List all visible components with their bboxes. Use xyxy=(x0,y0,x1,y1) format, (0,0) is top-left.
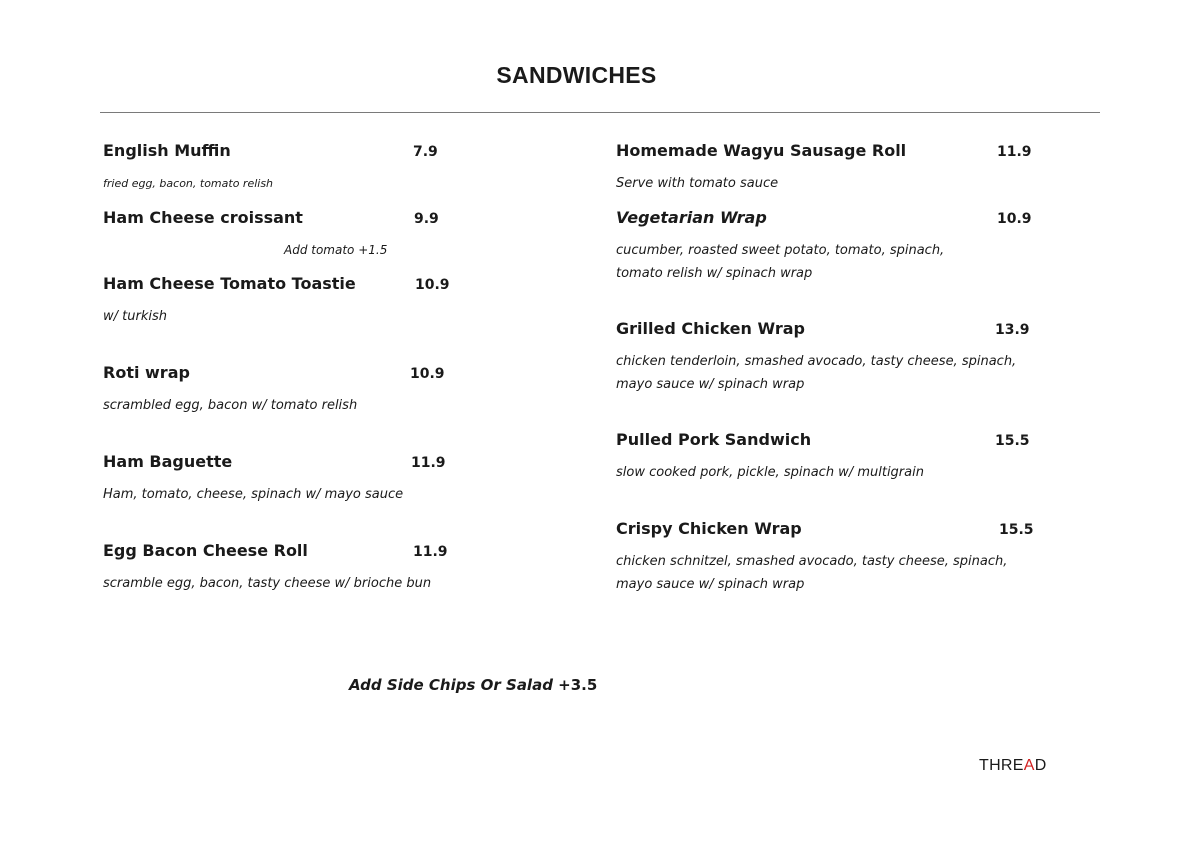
item-price: 13.9 xyxy=(995,322,1030,338)
item-price: 10.9 xyxy=(997,211,1032,227)
item-description: slow cooked pork, pickle, spinach w/ multigrain xyxy=(616,465,924,480)
item-description-line-1: chicken tenderloin, smashed avocado, tasty cheese, spinach, xyxy=(616,354,1017,369)
item-price: 7.9 xyxy=(413,144,438,160)
item-price: 15.5 xyxy=(995,433,1030,449)
item-description-line-2: mayo sauce w/ spinach wrap xyxy=(616,377,805,392)
item-description-line-2: mayo sauce w/ spinach wrap xyxy=(616,577,805,592)
item-name: Grilled Chicken Wrap xyxy=(616,319,805,338)
item-description: Serve with tomato sauce xyxy=(616,176,779,191)
item-price: 11.9 xyxy=(413,544,448,560)
item-description: scramble egg, bacon, tasty cheese w/ brioche bun xyxy=(103,576,432,591)
item-description: scrambled egg, bacon w/ tomato relish xyxy=(103,398,358,413)
item-name: Ham Cheese Tomato Toastie xyxy=(103,274,356,293)
add-side-note xyxy=(349,675,597,695)
item-addon-note: Add tomato +1.5 xyxy=(284,243,388,257)
item-price: 9.9 xyxy=(414,211,439,227)
item-price: 11.9 xyxy=(997,144,1032,160)
item-description-line-1: chicken schnitzel, smashed avocado, tasty cheese, spinach, xyxy=(616,554,1008,569)
brand-text-accent: A xyxy=(1023,757,1035,774)
item-description: fried egg, bacon, tomato relish xyxy=(103,177,274,190)
item-name: Ham Baguette xyxy=(103,452,233,471)
item-name: Homemade Wagyu Sausage Roll xyxy=(616,141,907,160)
item-name: Pulled Pork Sandwich xyxy=(616,430,812,449)
add-side-label: Add Side Chips Or Salad xyxy=(349,676,553,694)
title-divider xyxy=(100,112,1100,113)
page-title: SANDWICHES xyxy=(496,62,657,88)
item-name: English Muffin xyxy=(103,141,231,160)
item-price: 15.5 xyxy=(999,522,1034,538)
item-name: Roti wrap xyxy=(103,363,190,382)
brand-logo xyxy=(979,756,1047,776)
item-price: 10.9 xyxy=(410,366,445,382)
item-description-line-2: tomato relish w/ spinach wrap xyxy=(616,266,813,281)
add-side-price: +3.5 xyxy=(558,676,598,694)
brand-text-start: THRE xyxy=(979,757,1024,774)
item-description-line-1: cucumber, roasted sweet potato, tomato, spinach, xyxy=(616,243,945,258)
item-price: 10.9 xyxy=(415,277,450,293)
item-name: Egg Bacon Cheese Roll xyxy=(103,541,308,560)
item-name: Ham Cheese croissant xyxy=(103,208,303,227)
item-description: Ham, tomato, cheese, spinach w/ mayo sauce xyxy=(103,487,404,502)
item-price: 11.9 xyxy=(411,455,446,471)
brand-text-end: D xyxy=(1034,757,1047,774)
item-name: Vegetarian Wrap xyxy=(616,208,767,227)
item-name: Crispy Chicken Wrap xyxy=(616,519,802,538)
item-description: w/ turkish xyxy=(103,309,167,324)
